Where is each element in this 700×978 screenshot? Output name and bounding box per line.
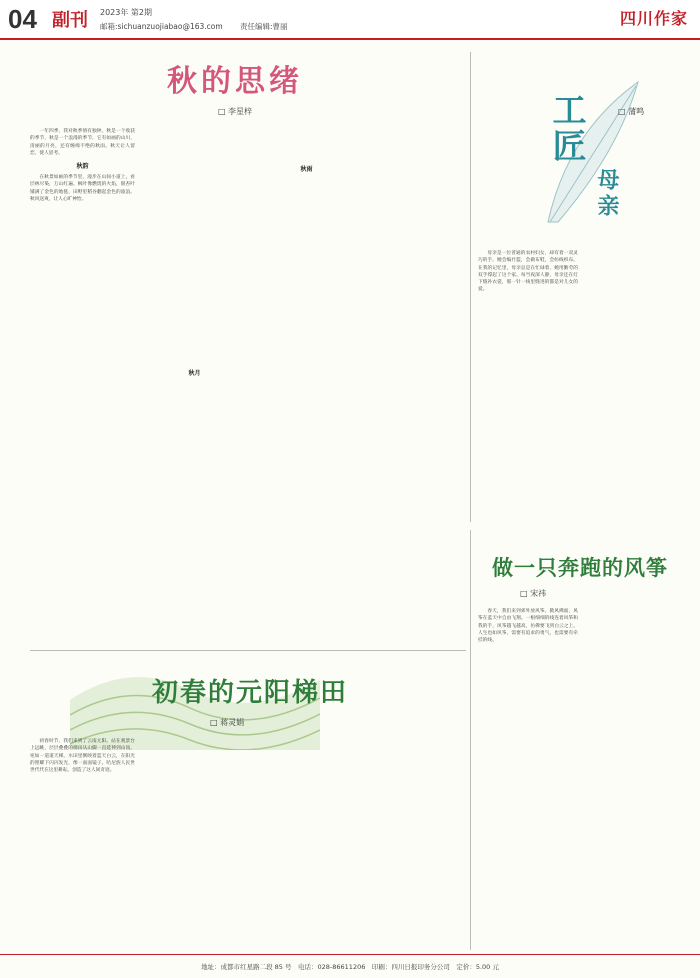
wind-col-2	[586, 608, 686, 950]
craftsman-col-1	[478, 250, 578, 540]
issue-info: 2023年 第2期	[100, 8, 152, 17]
autumn-author: □ 李星梓	[217, 107, 253, 116]
wind-body: 春天，我们来到郊外放风筝。微风拂面，风筝在蓝天中自由飞翔。一根细细的线连着风筝和我的手，风筝越飞越高，仿佛要飞到白云之上。人生也如风筝，需要有追求的勇气，也需要有牵挂的线。	[478, 609, 578, 644]
yuanyang-col-2	[142, 738, 247, 950]
autumn-title-block	[120, 56, 350, 117]
craftsman-author: □ 蒲鸣	[618, 107, 645, 116]
craftsman-title-block	[528, 72, 668, 232]
footer: 地址：成都市红星路二段 85 号 电话：028-86611206 印刷：四川日报印务分公司 定价：5.00 元	[0, 954, 700, 978]
section-title: 副刊	[52, 10, 88, 31]
yuanyang-title-block	[150, 672, 350, 728]
wind-col-1	[478, 608, 578, 950]
autumn-title: 秋的思绪	[167, 64, 303, 99]
autumn-body: 在秋景如画的季节里，漫步在山间小道上，看层林尽染，万山红遍。枫叶像燃烧的火焰，银杏叶铺满了金色的地毯，田野里稻谷翻起金色的波浪。秋风送爽，让人心旷神怡。	[30, 175, 135, 203]
wind-title-block	[480, 552, 680, 599]
yuanyang-col-4	[366, 652, 466, 950]
autumn-col-2	[142, 128, 247, 648]
autumn-col-4	[366, 56, 466, 648]
divider	[470, 530, 471, 950]
divider	[30, 650, 466, 651]
craftsman-col-0	[478, 58, 526, 248]
yuanyang-title: 初春的元阳梯田	[151, 678, 348, 708]
masthead	[0, 0, 700, 40]
autumn-lead: 一年四季，我对秋季情有独钟。秋是一个收获的季节，秋是一个浪漫的季节，它有如画的山川，清丽的月亮，还有缠绵不绝的秋雨。秋天让人留恋，使人思考。	[30, 129, 135, 156]
yuanyang-col-1	[30, 738, 135, 950]
yuanyang-body: 初春时节，我们来到了云南元阳。站在观景台上远眺，层层叠叠的梯田从山脚一直延伸到山顶，宛如一道道天梯。水田里倒映着蓝天白云，在阳光的照耀下闪闪发光，像一面面镜子。哈尼族人民世世代代在这里耕耘，创造了这人间奇迹。	[30, 739, 135, 774]
editor-info: 责任编辑:曹丽	[240, 22, 288, 31]
brand-logo: 四川作家	[619, 9, 688, 28]
craftsman-body: 母亲是一位普通的农村妇女，却有着一双灵巧的手。她会编竹篮，会做布鞋，会纺线织布。在我的记忆里，母亲总是在忙碌着，她用勤劳的双手撑起了这个家。每当夜深人静，母亲还在灯下缝补衣裳，那一针一线里缝进的都是对儿女的爱。	[478, 251, 578, 293]
autumn-subhead-3: 秋雨	[300, 166, 313, 173]
autumn-subhead-1: 秋韵	[76, 163, 89, 171]
wind-title: 做一只奔跑的风筝	[492, 555, 668, 580]
yuanyang-col-3	[254, 738, 359, 950]
autumn-subhead-2: 秋月	[188, 370, 201, 377]
divider	[470, 52, 471, 522]
wind-author: □ 宋祎	[520, 589, 547, 598]
page-number: 04	[8, 4, 37, 34]
yuanyang-author: □ 蒋灵娟	[210, 718, 245, 727]
craftsman-title-2: 母亲	[594, 168, 620, 220]
craftsman-title: 工匠	[546, 92, 586, 164]
autumn-col-1	[30, 128, 135, 648]
craftsman-col-2	[586, 250, 686, 540]
autumn-col-3	[254, 128, 359, 648]
email-info: 邮箱:sichuanzuojiabao@163.com	[100, 22, 223, 31]
